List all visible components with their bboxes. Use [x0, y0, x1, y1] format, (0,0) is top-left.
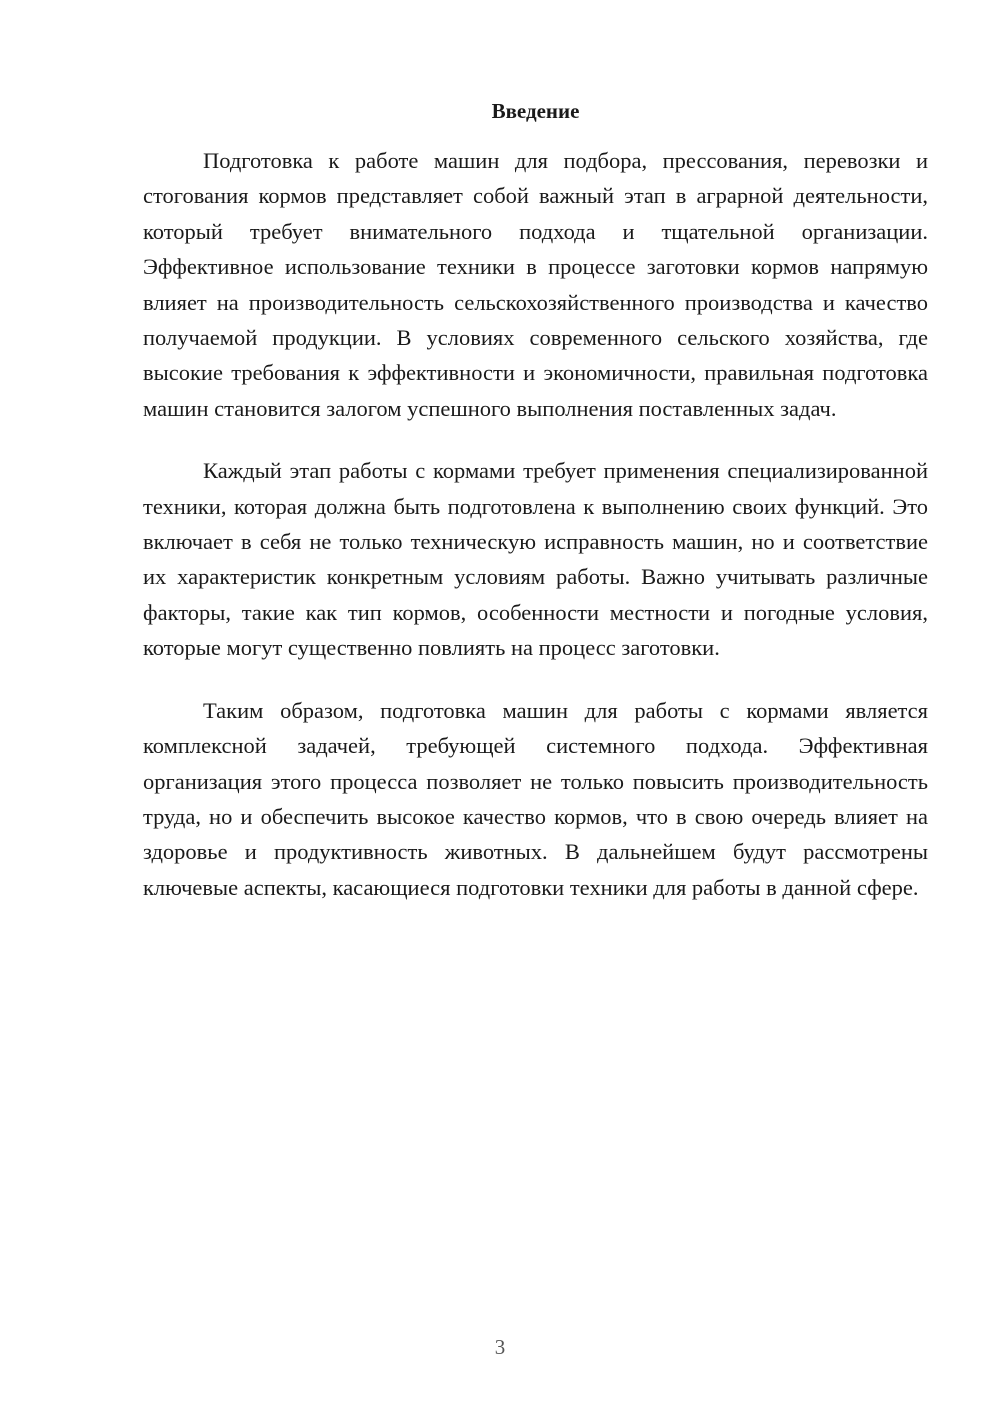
- page-number: 3: [494, 1335, 506, 1359]
- paragraph-3: Таким образом, подготовка машин для работы с кормами является комплексной задачей, требующей системного подхода. Эффективная организация этого процесса позволяет не только повысить производительность труда, но и обеспечить высокое качество кормов, что в свою очередь влияет на здоровье и продуктивность животных. В дальнейшем будут рассмотрены ключевые аспекты, касающиеся подготовки техники для работы в данной сфере.: [143, 697, 928, 900]
- paragraph-2: Каждый этап работы с кормами требует применения специализированной техники, которая должна быть подготовлена к выполнению своих функций. Это включает в себя не только техническую исправность машин, но и соответствие их характеристик конкретным условиям работы. Важно учитывать различные факторы, такие как тип кормов, особенности местности и погодные условия, которые могут существенно повлиять на процесс заготовки.: [143, 458, 928, 661]
- body-text: [143, 143, 928, 932]
- section-title: Введение: [491, 99, 580, 123]
- paragraph-1: Подготовка к работе машин для подбора, прессования, перевозки и стогования кормов представляет собой важный этап в аграрной деятельности, который требует внимательного подхода и тщательной организации. Эффективное использование техники в процессе заготовки кормов напрямую влияет на производительность сельскохозяйственного производства и качество получаемой продукции. В условиях современного сельского хозяйства, где высокие требования к эффективности и экономичности, правильная подготовка машин становится залогом успешного выполнения поставленных задач.: [143, 148, 928, 421]
